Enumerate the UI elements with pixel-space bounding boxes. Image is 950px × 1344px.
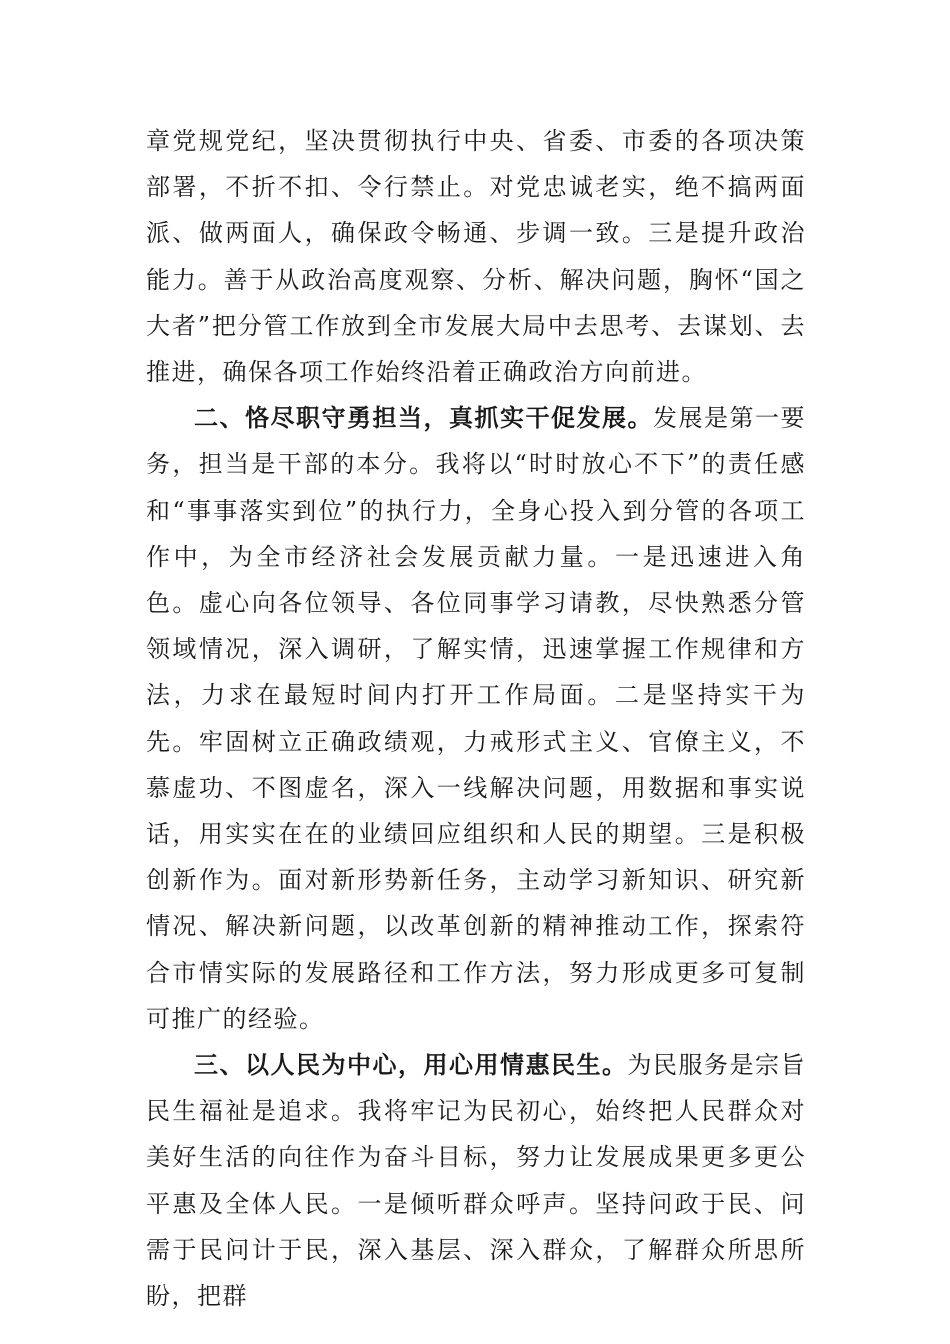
- paragraph-2-body: 发展是第一要务，担当是干部的本分。我将以“时时放心不下”的责任感和“事事落实到位”的执行力，全身心投入到分管的各项工作中，为全市经济社会发展贡献力量。一是迅速进入角色。虚心向各位领导、各位同事学习请教，尽快熟悉分管领域情况，深入调研，了解实情，迅速掌握工作规律和方法，力求在最短时间内打开工作局面。二是坚持实干为先。牢固树立正确政绩观，力戒形式主义、官僚主义，不慕虚功、不图虚名，深入一线解决问题，用数据和事实说话，用实实在在的业绩回应组织和人民的期望。三是积极创新作为。面对新形势新任务，主动学习新知识、研究新情况、解决新问题，以改革创新的精神推动工作，探索符合市情实际的发展路径和工作方法，努力形成更多可复制可推广的经验。: [146, 404, 806, 1033]
- paragraph-2: [146, 395, 806, 1042]
- paragraph-1-body: 章党规党纪，坚决贯彻执行中央、省委、市委的各项决策部署，不折不扣、令行禁止。对党忠诚老实，绝不搞两面派、做两面人，确保政令畅通、步调一致。三是提升政治能力。善于从政治高度观察、分析、解决问题，胸怀“国之大者”把分管工作放到全市发展大局中去思考、去谋划、去推进，确保各项工作始终沿着正确政治方向前进。: [146, 127, 806, 387]
- paragraph-1: [146, 118, 806, 395]
- document-page: [146, 118, 806, 1319]
- paragraph-3-body: 为民服务是宗旨民生福祉是追求。我将牢记为民初心，始终把人民群众对美好生活的向往作为奋斗目标，努力让发展成果更多更公平惠及全体人民。一是倾听群众呼声。坚持问政于民、问需于民问计于民，深入基层、深入群众，了解群众所思所盼，把群: [146, 1051, 806, 1311]
- section-heading-2: 二、恪尽职守勇担当，真抓实干促发展。: [194, 404, 653, 433]
- paragraph-3: [146, 1042, 806, 1319]
- section-heading-3: 三、以人民为中心，用心用情惠民生。: [194, 1051, 628, 1080]
